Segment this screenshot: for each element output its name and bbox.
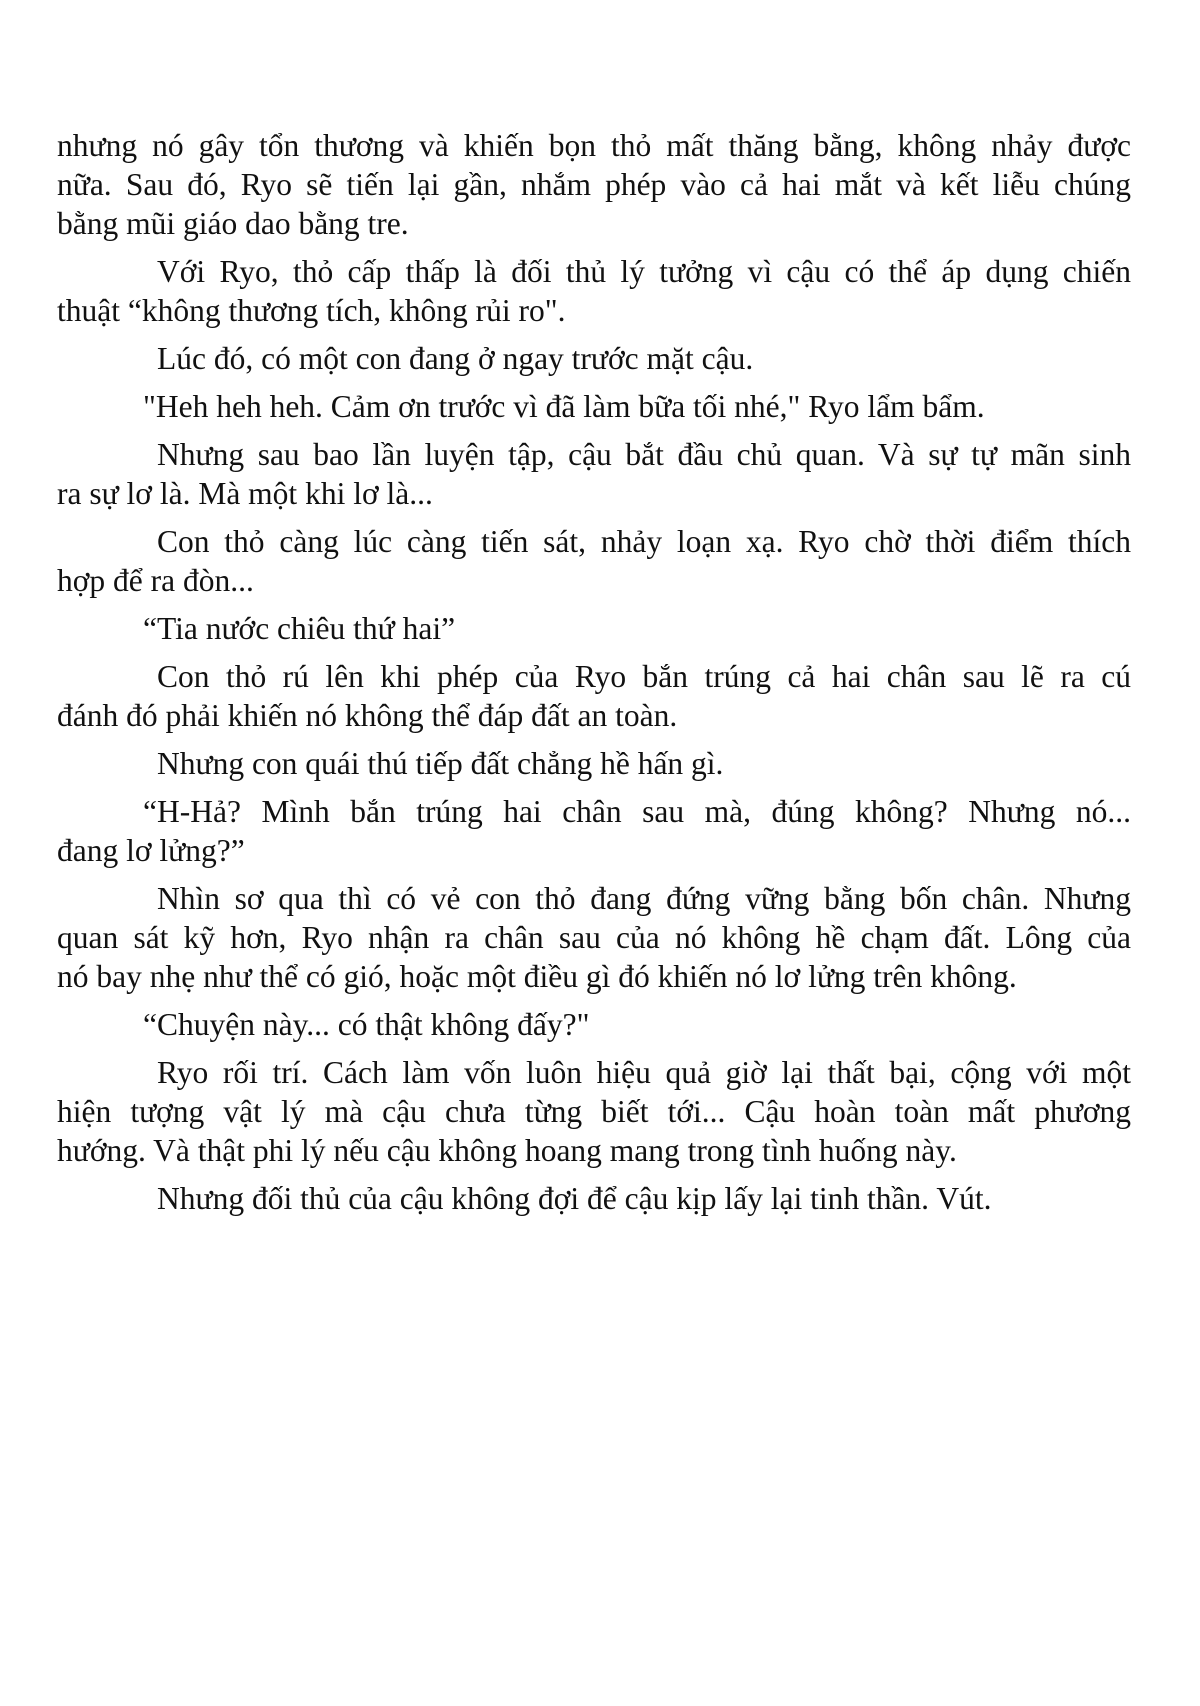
text-line: Nhìn sơ qua thì có vẻ con thỏ đang đứng vững bằng bốn chân. Nhưng — [157, 881, 1131, 916]
text-line: “H-Hả? Mình bắn trúng hai chân sau mà, đúng không? Nhưng nó... — [143, 794, 1131, 829]
text-line: đánh đó phải khiến nó không thể đáp đất an toàn. — [57, 698, 678, 733]
text-line: Nhưng con quái thú tiếp đất chẳng hề hấn gì. — [157, 746, 724, 781]
paragraph-3 — [57, 339, 1131, 378]
text-line: nó bay nhẹ như thể có gió, hoặc một điều gì đó khiến nó lơ lửng trên không. — [57, 959, 1017, 994]
text-line: nữa. Sau đó, Ryo sẽ tiến lại gần, nhắm phép vào cả hai mắt và kết liễu chúng — [57, 167, 1131, 202]
paragraph-2 — [57, 252, 1131, 330]
paragraph-14 — [57, 1179, 1131, 1218]
paragraph-9 — [57, 744, 1131, 783]
paragraph-10-dialogue — [57, 792, 1131, 870]
paragraph-5 — [57, 435, 1131, 513]
text-line: Nhưng đối thủ của cậu không đợi để cậu kịp lấy lại tinh thần. Vút. — [157, 1181, 992, 1216]
text-line: “Chuyện này... có thật không đấy?" — [143, 1007, 590, 1042]
text-line: “Tia nước chiêu thứ hai” — [143, 611, 456, 646]
text-line: Con thỏ càng lúc càng tiến sát, nhảy loạn xạ. Ryo chờ thời điểm thích — [157, 524, 1131, 559]
text-line: ra sự lơ là. Mà một khi lơ là... — [57, 476, 433, 511]
text-line: Con thỏ rú lên khi phép của Ryo bắn trúng cả hai chân sau lẽ ra cú — [157, 659, 1131, 694]
text-line: hướng. Và thật phi lý nếu cậu không hoang mang trong tình huống này. — [57, 1133, 957, 1168]
text-line: bằng mũi giáo dao bằng tre. — [57, 206, 409, 241]
text-line: "Heh heh heh. Cảm ơn trước vì đã làm bữa tối nhé," Ryo lẩm bẩm. — [143, 389, 985, 424]
paragraph-12-dialogue — [57, 1005, 1131, 1044]
text-line: hiện tượng vật lý mà cậu chưa từng biết tới... Cậu hoàn toàn mất phương — [57, 1094, 1131, 1129]
text-line: quan sát kỹ hơn, Ryo nhận ra chân sau của nó không hề chạm đất. Lông của — [57, 920, 1131, 955]
text-line: Với Ryo, thỏ cấp thấp là đối thủ lý tưởng vì cậu có thể áp dụng chiến — [157, 254, 1131, 289]
paragraph-6 — [57, 522, 1131, 600]
text-line: Lúc đó, có một con đang ở ngay trước mặt cậu. — [157, 341, 754, 376]
paragraph-13 — [57, 1053, 1131, 1170]
text-line: Nhưng sau bao lần luyện tập, cậu bắt đầu chủ quan. Và sự tự mãn sinh — [157, 437, 1131, 472]
text-line: thuật “không thương tích, không rủi ro". — [57, 293, 566, 328]
body-text — [57, 126, 1131, 1218]
text-line: nhưng nó gây tổn thương và khiến bọn thỏ mất thăng bằng, không nhảy được — [57, 128, 1131, 163]
paragraph-11 — [57, 879, 1131, 996]
paragraph-1 — [57, 126, 1131, 243]
paragraph-8 — [57, 657, 1131, 735]
text-line: Ryo rối trí. Cách làm vốn luôn hiệu quả giờ lại thất bại, cộng với một — [157, 1055, 1131, 1090]
text-line: hợp để ra đòn... — [57, 563, 254, 598]
text-line: đang lơ lửng?” — [57, 833, 245, 868]
paragraph-7-dialogue — [57, 609, 1131, 648]
paragraph-4-dialogue — [57, 387, 1131, 426]
